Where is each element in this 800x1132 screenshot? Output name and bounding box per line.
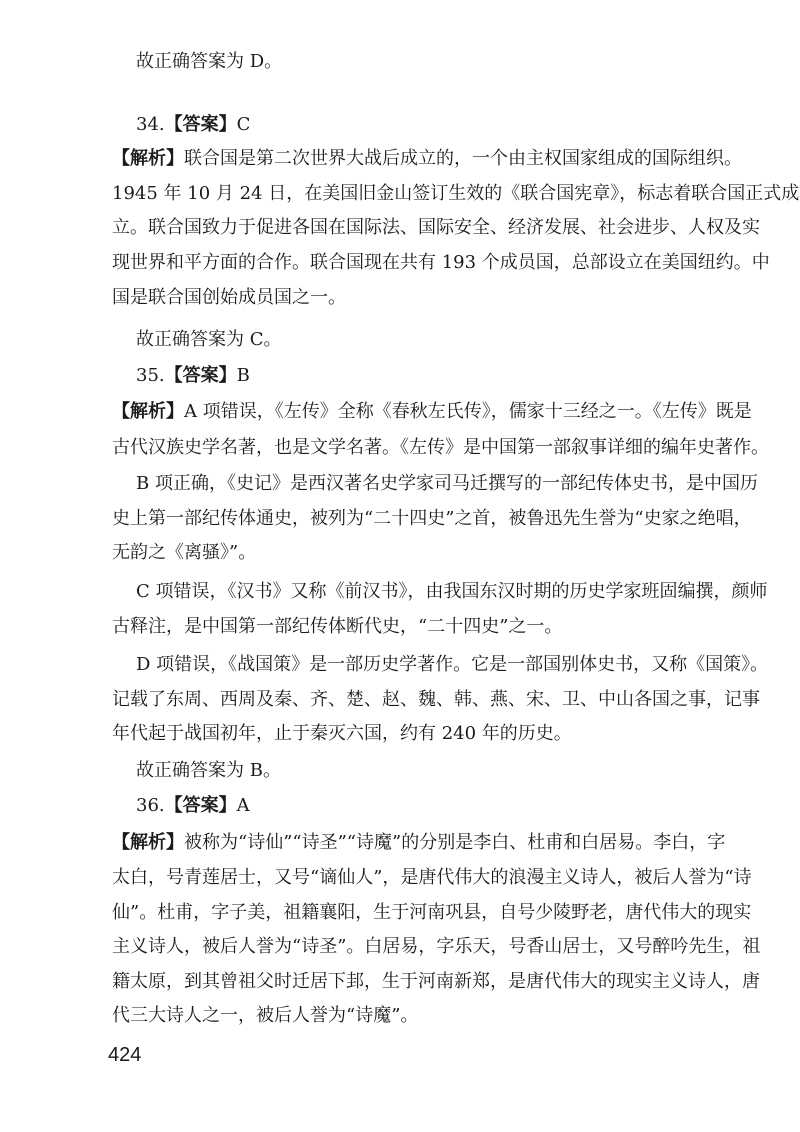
analysis-line: 现世界和平方面的合作。联合国现在共有 193 个成员国，总部设立在美国纽约。中 — [112, 252, 770, 273]
question-number: 34. — [136, 114, 165, 135]
analysis-line — [112, 147, 742, 171]
answer-tag: 【答案】 — [164, 114, 237, 135]
analysis-line: 1945 年 10 月 24 日，在美国旧金山签订生效的《联合国宪章》，标志着联合国正式成 — [112, 183, 800, 204]
page-number: 424 — [108, 1044, 142, 1066]
analysis-line: 国是联合国创始成员国之一。 — [112, 287, 346, 308]
answer-heading-q35 — [136, 364, 250, 388]
analysis-line: C 项错误，《汉书》又称《前汉书》，由我国东汉时期的历史学家班固编撰，颜师 — [136, 581, 768, 602]
question-number: 35. — [136, 365, 165, 386]
answer-tag: 【答案】 — [164, 365, 237, 386]
analysis-line: 仙”。杜甫，字子美，祖籍襄阳，生于河南巩县，自号少陵野老，唐代伟大的现实 — [112, 902, 752, 923]
analysis-line: 古释注，是中国第一部纪传体断代史，“二十四史”之一。 — [112, 616, 563, 637]
analysis-line: D 项错误，《战国策》是一部历史学著作。它是一部国别体史书，又称《国策》。 — [136, 654, 769, 675]
analysis-line — [112, 400, 752, 424]
answer-heading-q36 — [136, 794, 250, 818]
conclusion-q33: 故正确答案为 D。 — [136, 51, 283, 72]
analysis-tag: 【解析】 — [112, 148, 184, 169]
analysis-text: 被称为“诗仙”“诗圣”“诗魔”的分别是李白、杜甫和白居易。李白，字 — [184, 832, 726, 853]
analysis-line: 代三大诗人之一，被后人誉为“诗魔”。 — [112, 1005, 419, 1026]
analysis-line: 无韵之《离骚》”。 — [112, 542, 257, 563]
conclusion-q34: 故正确答案为 C。 — [136, 329, 282, 350]
answer-tag: 【答案】 — [164, 795, 237, 816]
answer-letter: C — [236, 114, 251, 135]
analysis-line: 年代起于战国初年，止于秦灭六国，约有 240 年的历史。 — [112, 723, 572, 744]
analysis-text: A 项错误，《左传》全称《春秋左氏传》，儒家十三经之一。《左传》既是 — [184, 401, 752, 422]
analysis-line: B 项正确，《史记》是西汉著名史学家司马迁撰写的一部纪传体史书，是中国历 — [136, 473, 758, 494]
analysis-line: 史上第一部纪传体通史，被列为“二十四史”之首，被鲁迅先生誉为“史家之绝唱， — [112, 508, 752, 529]
analysis-tag: 【解析】 — [112, 832, 184, 853]
analysis-tag: 【解析】 — [112, 401, 184, 422]
analysis-line: 立。联合国致力于促进各国在国际法、国际安全、经济发展、社会进步、人权及实 — [112, 217, 760, 238]
answer-letter: B — [236, 365, 250, 386]
analysis-line: 太白，号青莲居士，又号“谪仙人”，是唐代伟大的浪漫主义诗人，被后人誉为“诗 — [112, 867, 752, 888]
answer-heading-q34 — [136, 113, 250, 137]
analysis-text: 联合国是第二次世界大战后成立的，一个由主权国家组成的国际组织。 — [184, 148, 742, 169]
analysis-line: 记载了东周、西周及秦、齐、楚、赵、魏、韩、燕、宋、卫、中山各国之事，记事 — [112, 689, 760, 710]
conclusion-q35: 故正确答案为 B。 — [136, 760, 281, 781]
question-number: 36. — [136, 795, 165, 816]
analysis-line: 籍太原，到其曾祖父时迁居下邽，生于河南新郑，是唐代伟大的现实主义诗人，唐 — [112, 971, 760, 992]
analysis-line — [112, 831, 725, 855]
answer-letter: A — [236, 795, 250, 816]
analysis-line: 主义诗人，被后人誉为“诗圣”。白居易，字乐天，号香山居士，又号醉吟先生，祖 — [112, 936, 761, 957]
analysis-line: 古代汉族史学名著，也是文学名著。《左传》是中国第一部叙事详细的编年史著作。 — [112, 437, 769, 458]
